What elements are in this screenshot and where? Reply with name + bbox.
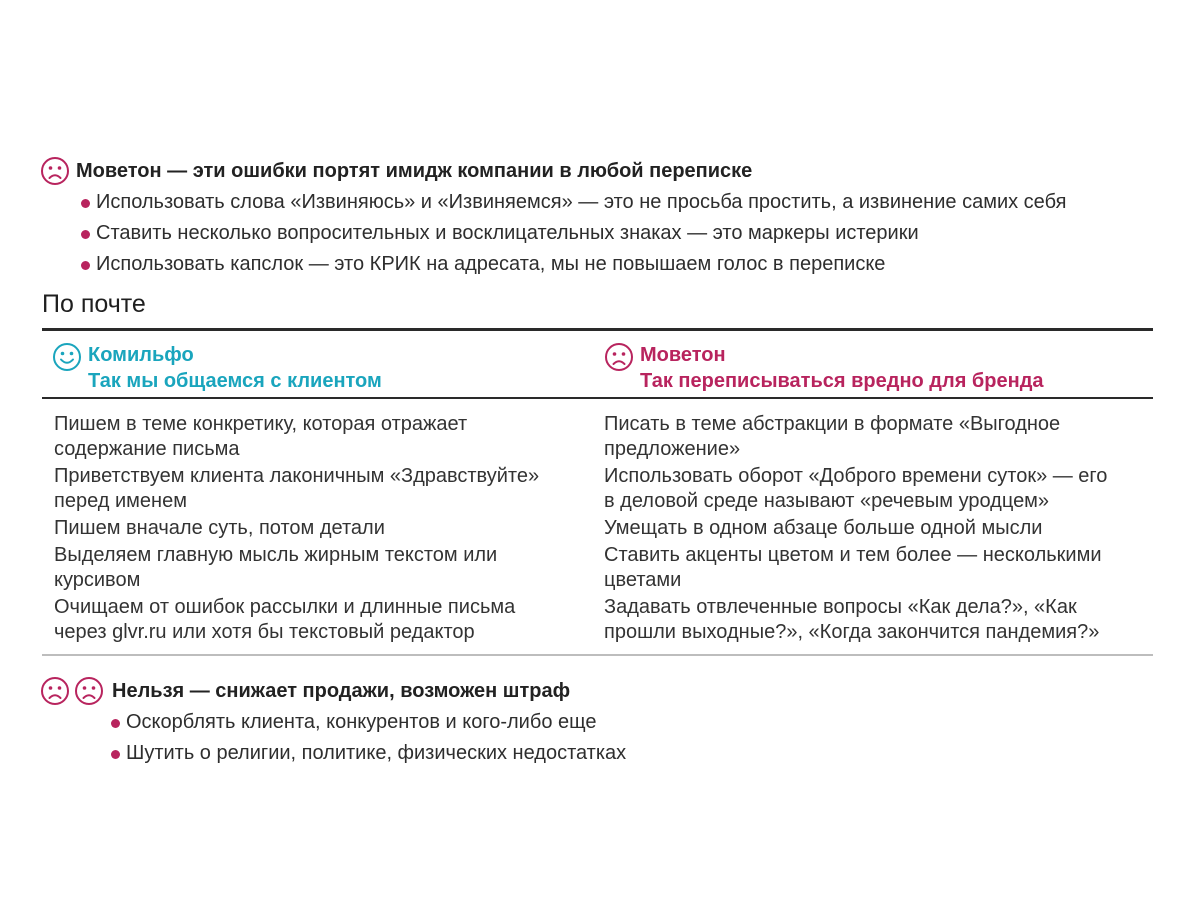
sad-face-icon <box>40 156 70 186</box>
faux-pas-heading: Моветон — эти ошибки портят имидж компании в любой переписке <box>76 159 753 182</box>
cell-text: Пишем в теме конкретику, которая отражает <box>54 413 468 435</box>
cell-text: курсивом <box>54 569 141 591</box>
bad-column-subtitle: Так переписываться вредно для бренда <box>640 370 1044 392</box>
list-item <box>96 187 1170 218</box>
sad-face-icon <box>604 342 634 372</box>
table-row <box>42 464 1153 516</box>
bullet-dot <box>81 230 90 239</box>
faux-pas-heading-row <box>40 156 1170 186</box>
cell-text: Очищаем от ошибок рассылки и длинные письма <box>54 596 516 618</box>
forbidden-heading-row <box>40 676 1040 706</box>
comparison-table <box>42 328 1153 656</box>
cell-text: содержание письма <box>54 438 240 460</box>
table-row <box>42 412 1153 464</box>
cell-text: прошли выходные?», «Когда закончится пандемия?» <box>604 621 1100 643</box>
good-column-title: Комильфо <box>88 344 194 366</box>
table-row <box>42 516 1153 543</box>
bad-column-header <box>602 331 1153 397</box>
cell-text: Задавать отвлеченные вопросы «Как дела?», «Как <box>604 596 1077 618</box>
bad-practice-cell <box>602 516 1153 543</box>
bullet-dot <box>111 719 120 728</box>
good-column-header <box>42 331 602 397</box>
bullet-dot <box>81 199 90 208</box>
cell-text: Ставить акценты цветом и тем более — несколькими <box>604 544 1102 566</box>
sad-face-icon <box>74 676 104 706</box>
good-practice-cell <box>42 464 602 516</box>
cell-text: через glvr.ru или хотя бы текстовый редактор <box>54 621 475 643</box>
cell-text: в деловой среде называют «речевым уродцем» <box>604 490 1050 512</box>
good-column-subtitle: Так мы общаемся с клиентом <box>88 370 382 392</box>
cell-text: Использовать оборот «Доброго времени суток» — его <box>604 465 1108 487</box>
good-practice-cell <box>42 516 602 543</box>
cell-text: Писать в теме абстракции в формате «Выгодное <box>604 413 1061 435</box>
cell-text: Выделяем главную мысль жирным текстом или <box>54 544 498 566</box>
bullet-dot <box>81 261 90 270</box>
list-item <box>126 707 1040 738</box>
bad-practice-cell <box>602 595 1153 647</box>
forbidden-section <box>40 676 1040 769</box>
good-practice-cell <box>42 543 602 595</box>
list-item <box>96 218 1170 249</box>
list-item-text: Использовать слова «Извиняюсь» и «Извиняемся» — это не просьба простить, а извинение самих себя <box>96 191 1067 213</box>
good-practice-cell <box>42 595 602 647</box>
bad-practice-cell <box>602 464 1153 516</box>
smile-face-icon <box>52 342 82 372</box>
table-body <box>42 399 1153 654</box>
list-item-text: Ставить несколько вопросительных и восклицательных знаках — это маркеры истерики <box>96 222 919 244</box>
faux-pas-list <box>96 187 1170 280</box>
bad-column-title: Моветон <box>640 344 726 366</box>
good-practice-cell <box>42 412 602 464</box>
list-item <box>126 738 1040 769</box>
forbidden-list <box>126 707 1040 769</box>
cell-text: Приветствуем клиента лаконичным «Здравствуйте» <box>54 465 540 487</box>
list-item-text: Использовать капслок — это КРИК на адресата, мы не повышаем голос в переписке <box>96 253 886 275</box>
section-title: По почте <box>42 290 146 318</box>
cell-text: Умещать в одном абзаце больше одной мысли <box>604 517 1043 539</box>
list-item-text: Шутить о религии, политике, физических недостатках <box>126 742 627 764</box>
list-item <box>96 249 1170 280</box>
cell-text: цветами <box>604 569 682 591</box>
table-bottom-rule <box>42 654 1153 656</box>
sad-face-icon <box>40 676 70 706</box>
table-row <box>42 543 1153 595</box>
cell-text: предложение» <box>604 438 741 460</box>
list-item-text: Оскорблять клиента, конкурентов и кого-либо еще <box>126 711 597 733</box>
bad-practice-cell <box>602 412 1153 464</box>
bad-practice-cell <box>602 543 1153 595</box>
bullet-dot <box>111 750 120 759</box>
table-header <box>42 331 1153 397</box>
cell-text: Пишем вначале суть, потом детали <box>54 517 385 539</box>
forbidden-heading: Нельзя — снижает продажи, возможен штраф <box>112 679 571 702</box>
cell-text: перед именем <box>54 490 187 512</box>
table-row <box>42 595 1153 647</box>
faux-pas-section <box>40 156 1170 280</box>
